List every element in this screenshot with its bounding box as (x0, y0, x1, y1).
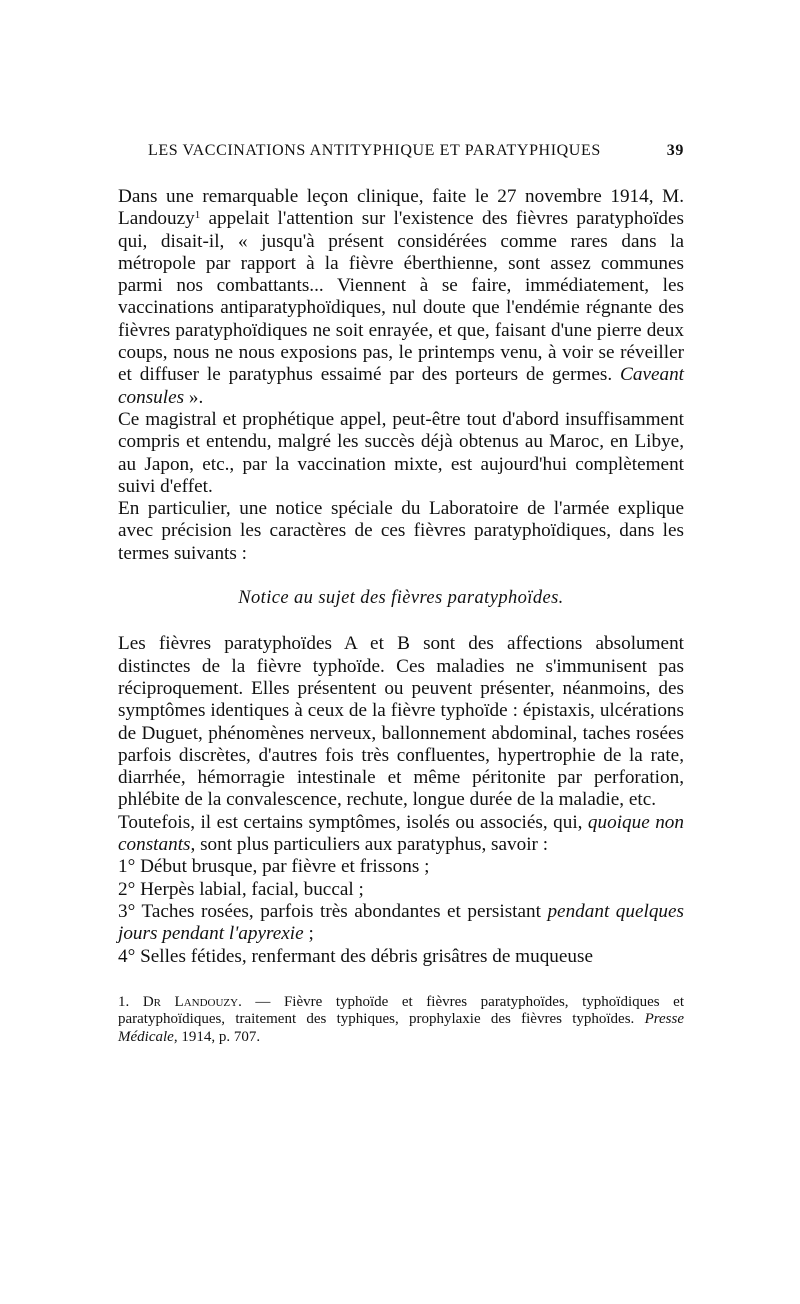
list-item (118, 946, 684, 968)
body-text (118, 186, 684, 968)
notice-paragraph-particular (118, 812, 684, 857)
paragraph-text: ». (184, 386, 204, 408)
footnote-author: Dr Landouzy. (142, 993, 242, 1010)
footnote-text: , 1914, p. 707. (173, 1028, 261, 1045)
italic-phrase: quoique non constants (118, 811, 684, 856)
page-number: 39 (666, 142, 684, 159)
list-text: Taches rosées, parfois très abondantes et persistant (135, 900, 548, 922)
running-head (148, 142, 684, 164)
list-text: Selles fétides, renfermant des débris grisâtres de muqueuse (135, 945, 593, 967)
paragraph-text: Toutefois, il est certains symptômes, isolés ou associés, qui, (118, 811, 588, 833)
list-text: ; (303, 923, 314, 945)
list-number: 1° (118, 856, 136, 878)
italic-phrase: Caveant consules (118, 364, 684, 408)
paragraph-text: Dans une remarquable leçon clinique, faite le 27 novembre 1914, M. Landouzy (118, 186, 684, 230)
book-page (118, 142, 684, 1046)
footnote-text: — Fièvre typhoïde et fièvres paratyphoïdes, typhoïdiques et paratyphoïdiques, traitement des typhiques, prophylaxie des fièvres typhoïdes. (118, 993, 684, 1028)
notice-paragraph-symptoms: Les fièvres paratyphoïdes A et B sont des affections absolument distinctes de la fièvre typhoïde. Ces maladies ne s'immunisent pas réciproquement. Elles présentent ou peuvent présenter, néanmoins, des symptômes identiques à ceux de la fièvre typhoïde : épistaxis, ulcérations de Duguet, phénomènes nerveux, ballonnement abdominal, taches rosées parfois discrètes, d'autres fois très confluentes, hypertrophie de la rate, diarrhée, hémorragie intestinale et même péritonite par perforation, phlébite de la convalescence, rechute, longue durée de la maladie, etc. (118, 633, 684, 811)
list-number: 3° (118, 900, 136, 922)
paragraph-text: , sont plus particuliers aux paratyphus, savoir : (190, 834, 549, 856)
list-number: 2° (118, 878, 136, 900)
list-item (118, 856, 684, 878)
italic-phrase: pendant quelques jours pendant l'apyrexie (118, 900, 684, 945)
footnote-reference: 1 (194, 209, 201, 222)
list-item (118, 901, 684, 946)
footnote-number: 1. (118, 993, 130, 1010)
paragraph-prophetic-appeal: Ce magistral et prophétique appel, peut-être tout d'abord insuffisamment compris et entendu, malgré les succès déjà obtenus au Maroc, en Libye, au Japon, etc., par la vaccination mixte, est aujourd'hui complètement suivi d'effet. (118, 408, 684, 497)
list-text: Herpès labial, facial, buccal ; (135, 878, 364, 900)
footnote (118, 994, 684, 1047)
list-number: 4° (118, 945, 136, 967)
paragraph-text: appelait l'attention sur l'existence des fièvres paratyphoïdes qui, disait-il, « jusqu'à présent considérées comme rares dans la métropole par rapport à la fièvre éberthienne, sont assez communes parmi nos combattants... Viennent à se faire, immédiatement, les vaccinations antiparatyphoïdiques, nul doute que l'endémie régnante des fièvres paratyphoïdiques ne soit enrayée, et que, faisant d'une pierre deux coups, nous ne nous exposions pas, le printemps venu, à voir se réveiller et diffuser le paratyphus essaimé par des porteurs de germes. (118, 208, 684, 386)
running-head-title: LES VACCINATIONS ANTITYPHIQUE ET PARATYPHIQUES (148, 142, 601, 159)
list-text: Début brusque, par fièvre et frissons ; (135, 856, 430, 878)
paragraph-army-notice: En particulier, une notice spéciale du Laboratoire de l'armée explique avec précision les caractères de ces fièvres paratyphoïdiques, dans les termes suivants : (118, 498, 684, 564)
footnote-journal: Presse Médicale (118, 1011, 684, 1045)
paragraph-landouzy-lesson (118, 186, 684, 409)
list-item (118, 879, 684, 901)
section-title: Notice au sujet des fièvres paratyphoïdes. (238, 588, 564, 609)
